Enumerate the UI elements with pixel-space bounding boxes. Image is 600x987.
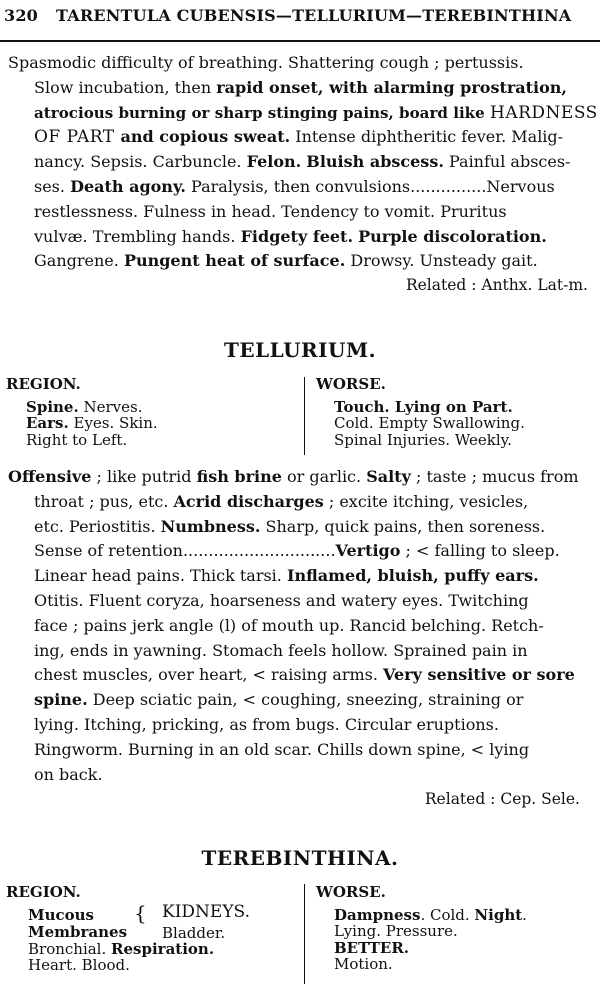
text-line: restlessness. Fulness in head. Tendency to vomit. Pruritus	[34, 201, 507, 221]
text-line: ing, ends in yawning. Stomach feels hollow. Sprained pain in	[34, 640, 528, 660]
better-line: Motion.	[334, 955, 393, 973]
text-line: nancy. Sepsis. Carbuncle. Felon. Bluish abscess. Painful absces-	[34, 152, 571, 172]
worse-line: Spinal Injuries. Weekly.	[334, 430, 512, 449]
text-line: throat ; pus, etc. Acrid discharges ; excite itching, vesicles,	[34, 491, 529, 511]
text-line: chest muscles, over heart, < raising arms. Very sensitive or sore	[34, 665, 575, 685]
text-line: vulvæ. Trembling hands. Fidgety feet. Purple discoloration.	[34, 226, 547, 246]
terebinthina-worse	[316, 884, 527, 973]
kidneys-label: KIDNEYS.	[162, 901, 250, 922]
region-line: Bronchial. Respiration.	[28, 939, 215, 958]
text-line: ses. Death agony. Paralysis, then convulsions...............Nervous	[34, 176, 555, 196]
text-line: Offensive ; like putrid fish brine or garlic. Salty ; taste ; mucus from	[8, 467, 579, 486]
text-line: face ; pains jerk angle (l) of mouth up. Rancid belching. Retch-	[34, 615, 544, 635]
column-divider	[304, 377, 305, 455]
text-line: spine. Deep sciatic pain, < coughing, sneezing, straining or	[34, 690, 524, 710]
page-number: 320	[4, 6, 38, 25]
mucous-membranes-group	[28, 900, 296, 942]
worse-line: Dampness. Cold. Night.	[334, 905, 527, 924]
region-label: REGION.	[6, 883, 81, 901]
text-line: Otitis. Fluent coryza, hoarseness and watery eyes. Twitching	[34, 590, 529, 610]
better-label: BETTER.	[334, 938, 410, 957]
tarentula-paragraph	[8, 51, 598, 274]
text-line: OF PART and copious sweat. Intense diphtheritic fever. Malig-	[34, 127, 564, 148]
worse-line: Lying. Pressure.	[334, 922, 458, 940]
running-title: TARENTULA CUBENSIS—TELLURIUM—TEREBINTHINA	[56, 6, 572, 25]
running-header	[4, 6, 596, 25]
region-line: Ears. Eyes. Skin.	[26, 414, 158, 432]
terebinthina-region	[6, 884, 296, 974]
tellurium-paragraph	[8, 465, 592, 787]
text-line: Linear head pains. Thick tarsi. Inflamed, bluish, puffy ears.	[34, 566, 539, 586]
text-line: Gangrene. Pungent heat of surface. Drowsy. Unsteady gait.	[34, 251, 538, 271]
worse-label: WORSE.	[316, 883, 386, 901]
column-divider	[304, 884, 305, 984]
region-line: Heart. Blood.	[28, 956, 130, 974]
text-line: atrocious burning or sharp stinging pains, board like HARDNESS	[34, 102, 598, 123]
header-rule	[0, 40, 600, 42]
tellurium-related: Related : Cep. Sele.	[424, 790, 580, 808]
tellurium-region	[6, 376, 158, 448]
brace-icon: {	[134, 900, 147, 925]
text-line: Ringworm. Burning in an old scar. Chills down spine, < lying	[34, 739, 530, 759]
tarentula-related: Related : Anthx. Lat-m.	[405, 276, 588, 294]
region-line: Spine. Nerves.	[26, 397, 143, 416]
text-line: lying. Itching, pricking, as from bugs. Circular eruptions.	[34, 714, 499, 734]
terebinthina-title: TEREBINTHINA.	[201, 846, 399, 870]
text-line: on back.	[34, 764, 103, 784]
text-line: etc. Periostitis. Numbness. Sharp, quick pains, then soreness.	[34, 516, 546, 536]
region-line: Right to Left.	[26, 430, 128, 449]
text-line: Spasmodic difficulty of breathing. Shattering cough ; pertussis.	[8, 53, 524, 72]
bladder-label: Bladder.	[162, 923, 226, 942]
text-line: Slow incubation, then rapid onset, with alarming prostration,	[34, 77, 567, 97]
worse-line: Touch. Lying on Part.	[334, 397, 513, 416]
tellurium-worse	[316, 376, 525, 448]
worse-label: WORSE.	[316, 375, 386, 393]
tellurium-title: TELLURIUM.	[223, 338, 377, 362]
mucous-label: Mucous	[28, 905, 94, 924]
membranes-label: Membranes	[28, 922, 128, 941]
text-line: Sense of retention..............................Vertigo ; < falling to sleep.	[34, 541, 560, 561]
region-label: REGION.	[6, 375, 81, 393]
worse-line: Cold. Empty Swallowing.	[334, 414, 525, 432]
